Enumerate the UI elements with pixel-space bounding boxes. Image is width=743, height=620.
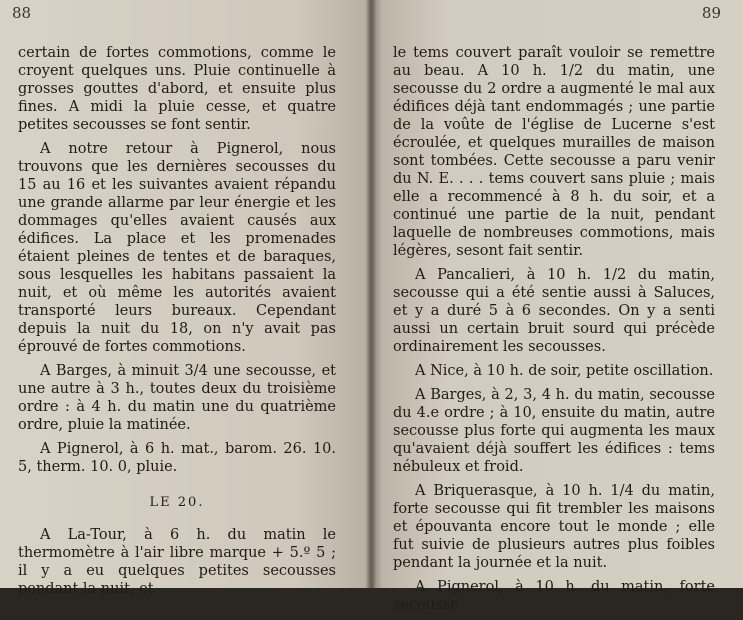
page-number-left: 88 xyxy=(12,4,32,22)
paragraph: A Barges, à 2, 3, 4 h. du matin, secousse du 4.e ordre ; à 10, ensuite du matin, autre secousse plus forte qui augmenta les maux qu'avaient déjà souffert les édifices : tems nébuleux et froid. xyxy=(393,387,715,475)
paragraph: A La-Tour, à 6 h. du matin le thermomètre à l'air libre marque + 5.º 5 ; il y a eu quelques petites secousses pendant la nuit, et xyxy=(18,527,336,597)
paragraph: le tems couvert paraît vouloir se remettre au beau. A 10 h. 1/2 du matin, une secousse du 2 ordre a augmenté le mal aux édifices déjà tant endommagés ; une partie de la voûte de l'église de Lucerne s'est écroulée, et quelques murailles de maison sont tombées. Cette secousse a paru venir du N. E. . . . tems couvert sans pluie ; mais elle a recommencé à 8 h. du soir, et a continué une partie de la nuit, pendant laquelle de nombreuses commotions, mais légères, sesont fait sentir. xyxy=(393,45,715,259)
paragraph: certain de fortes commotions, comme le croyent quelques uns. Pluie continuelle à grosses gouttes d'abord, et ensuite plus fines. A midi la pluie cesse, et quatre petites secousses se font sentir. xyxy=(18,45,336,133)
right-page-text xyxy=(393,44,715,620)
paragraph: A Barges, à minuit 3/4 une secousse, et une autre à 3 h., toutes deux du troisième ordre : à 4 h. du matin une du quatrième ordre, pluie la matinée. xyxy=(18,363,336,433)
right-page xyxy=(373,0,743,613)
paragraph: A Briquerasque, à 10 h. 1/4 du matin, forte secousse qui fit trembler les maisons et épouvanta encore tout le monde ; elle fut suivie de plusieurs autres plus foibles pendant la journée et la nuit. xyxy=(393,483,715,571)
paragraph: A Nice, à 10 h. de soir, petite oscillation. xyxy=(415,363,714,379)
paragraph: A Pignerol, à 6 h. mat., barom. 26. 10. 5, therm. 10. 0, pluie. xyxy=(18,441,336,475)
paragraph: A notre retour à Pignerol, nous trouvons que les dernières secousses du 15 au 16 et les suivantes avaient répandu une grande allarme par leur énergie et les dommages qu'elles avaient causés aux édifices. La place et les promenades étaient pleines de tentes et de baraques, sous lesquelles les habitans passaient la nuit, et où même les autorités avaient transporté leurs bureaux. Cependant depuis la nuit du 18, on n'y avait pas éprouvé de fortes commotions. xyxy=(18,141,336,355)
paragraph: A Pancalieri, à 10 h. 1/2 du matin, secousse qui a été sentie aussi à Saluces, et y a duré 5 à 6 secondes. On y a senti aussi un certain bruit sourd qui précède ordinairement les secousses. xyxy=(393,267,715,355)
page-number-right: 89 xyxy=(701,4,721,22)
left-page xyxy=(0,0,370,597)
paragraph: A Pignerol, à 10 h. du matin, forte secousse xyxy=(393,579,715,613)
left-page-text xyxy=(18,44,336,604)
section-heading: LE 20. xyxy=(149,495,205,510)
